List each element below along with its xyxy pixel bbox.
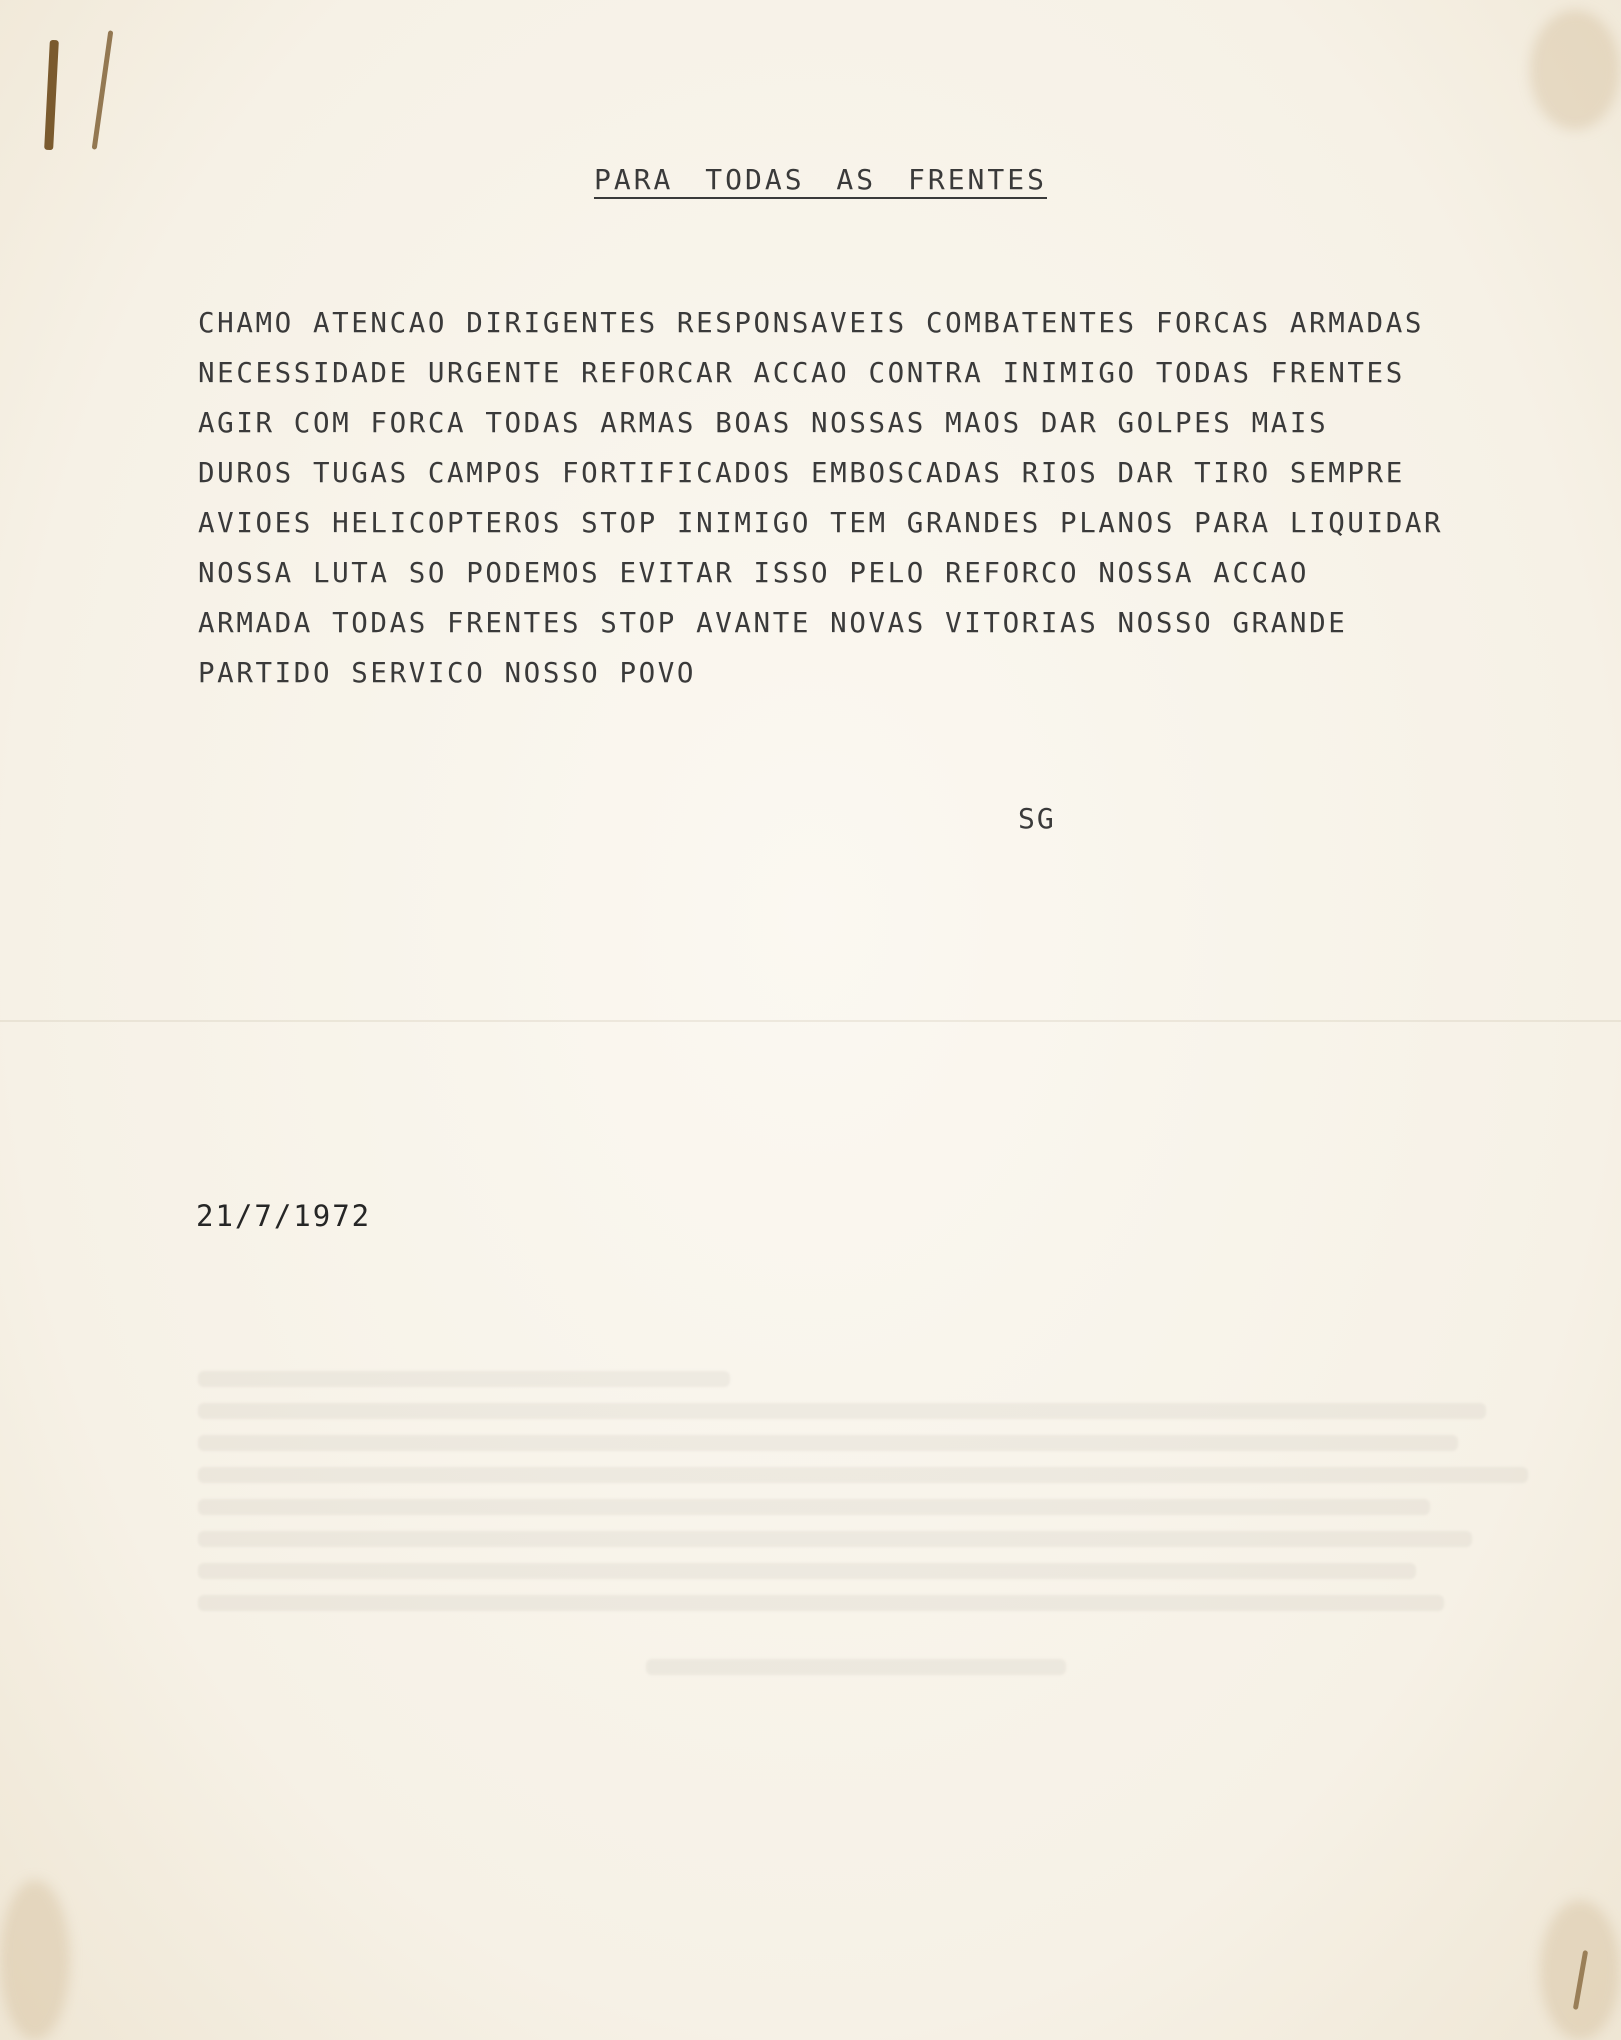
body-line: CHAMO ATENCAO DIRIGENTES RESPONSAVEIS COMBATENTES FORCAS ARMADAS — [198, 307, 1425, 339]
body-line: DUROS TUGAS CAMPOS FORTIFICADOS EMBOSCADAS RIOS DAR TIRO SEMPRE — [198, 457, 1405, 489]
body-line: PARTIDO SERVICO NOSSO POVO — [198, 657, 697, 689]
body-line: AGIR COM FORCA TODAS ARMAS BOAS NOSSAS MAOS DAR GOLPES MAIS — [198, 407, 1329, 439]
body-line: ARMADA TODAS FRENTES STOP AVANTE NOVAS VITORIAS NOSSO GRANDE — [198, 607, 1348, 639]
paper-stain-top-right — [1530, 10, 1620, 130]
paper-fold-line — [0, 1020, 1621, 1022]
staple-mark-right — [92, 30, 114, 150]
body-line: AVIOES HELICOPTEROS STOP INIMIGO TEM GRANDES PLANOS PARA LIQUIDAR — [198, 507, 1444, 539]
body-line: NECESSIDADE URGENTE REFORCAR ACCAO CONTRA INIMIGO TODAS FRENTES — [198, 357, 1405, 389]
document-title: PARA TODAS AS FRENTES — [593, 163, 1047, 196]
reverse-side-bleed-through — [198, 1355, 1598, 1691]
document-date: 21/7/1972 — [196, 1199, 372, 1233]
staple-mark-left — [44, 40, 59, 150]
body-line: NOSSA LUTA SO PODEMOS EVITAR ISSO PELO REFORCO NOSSA ACCAO — [198, 557, 1310, 589]
message-body — [198, 298, 1608, 698]
paper-stain-bottom-left — [0, 1880, 70, 2040]
signature: SG — [1018, 802, 1056, 835]
